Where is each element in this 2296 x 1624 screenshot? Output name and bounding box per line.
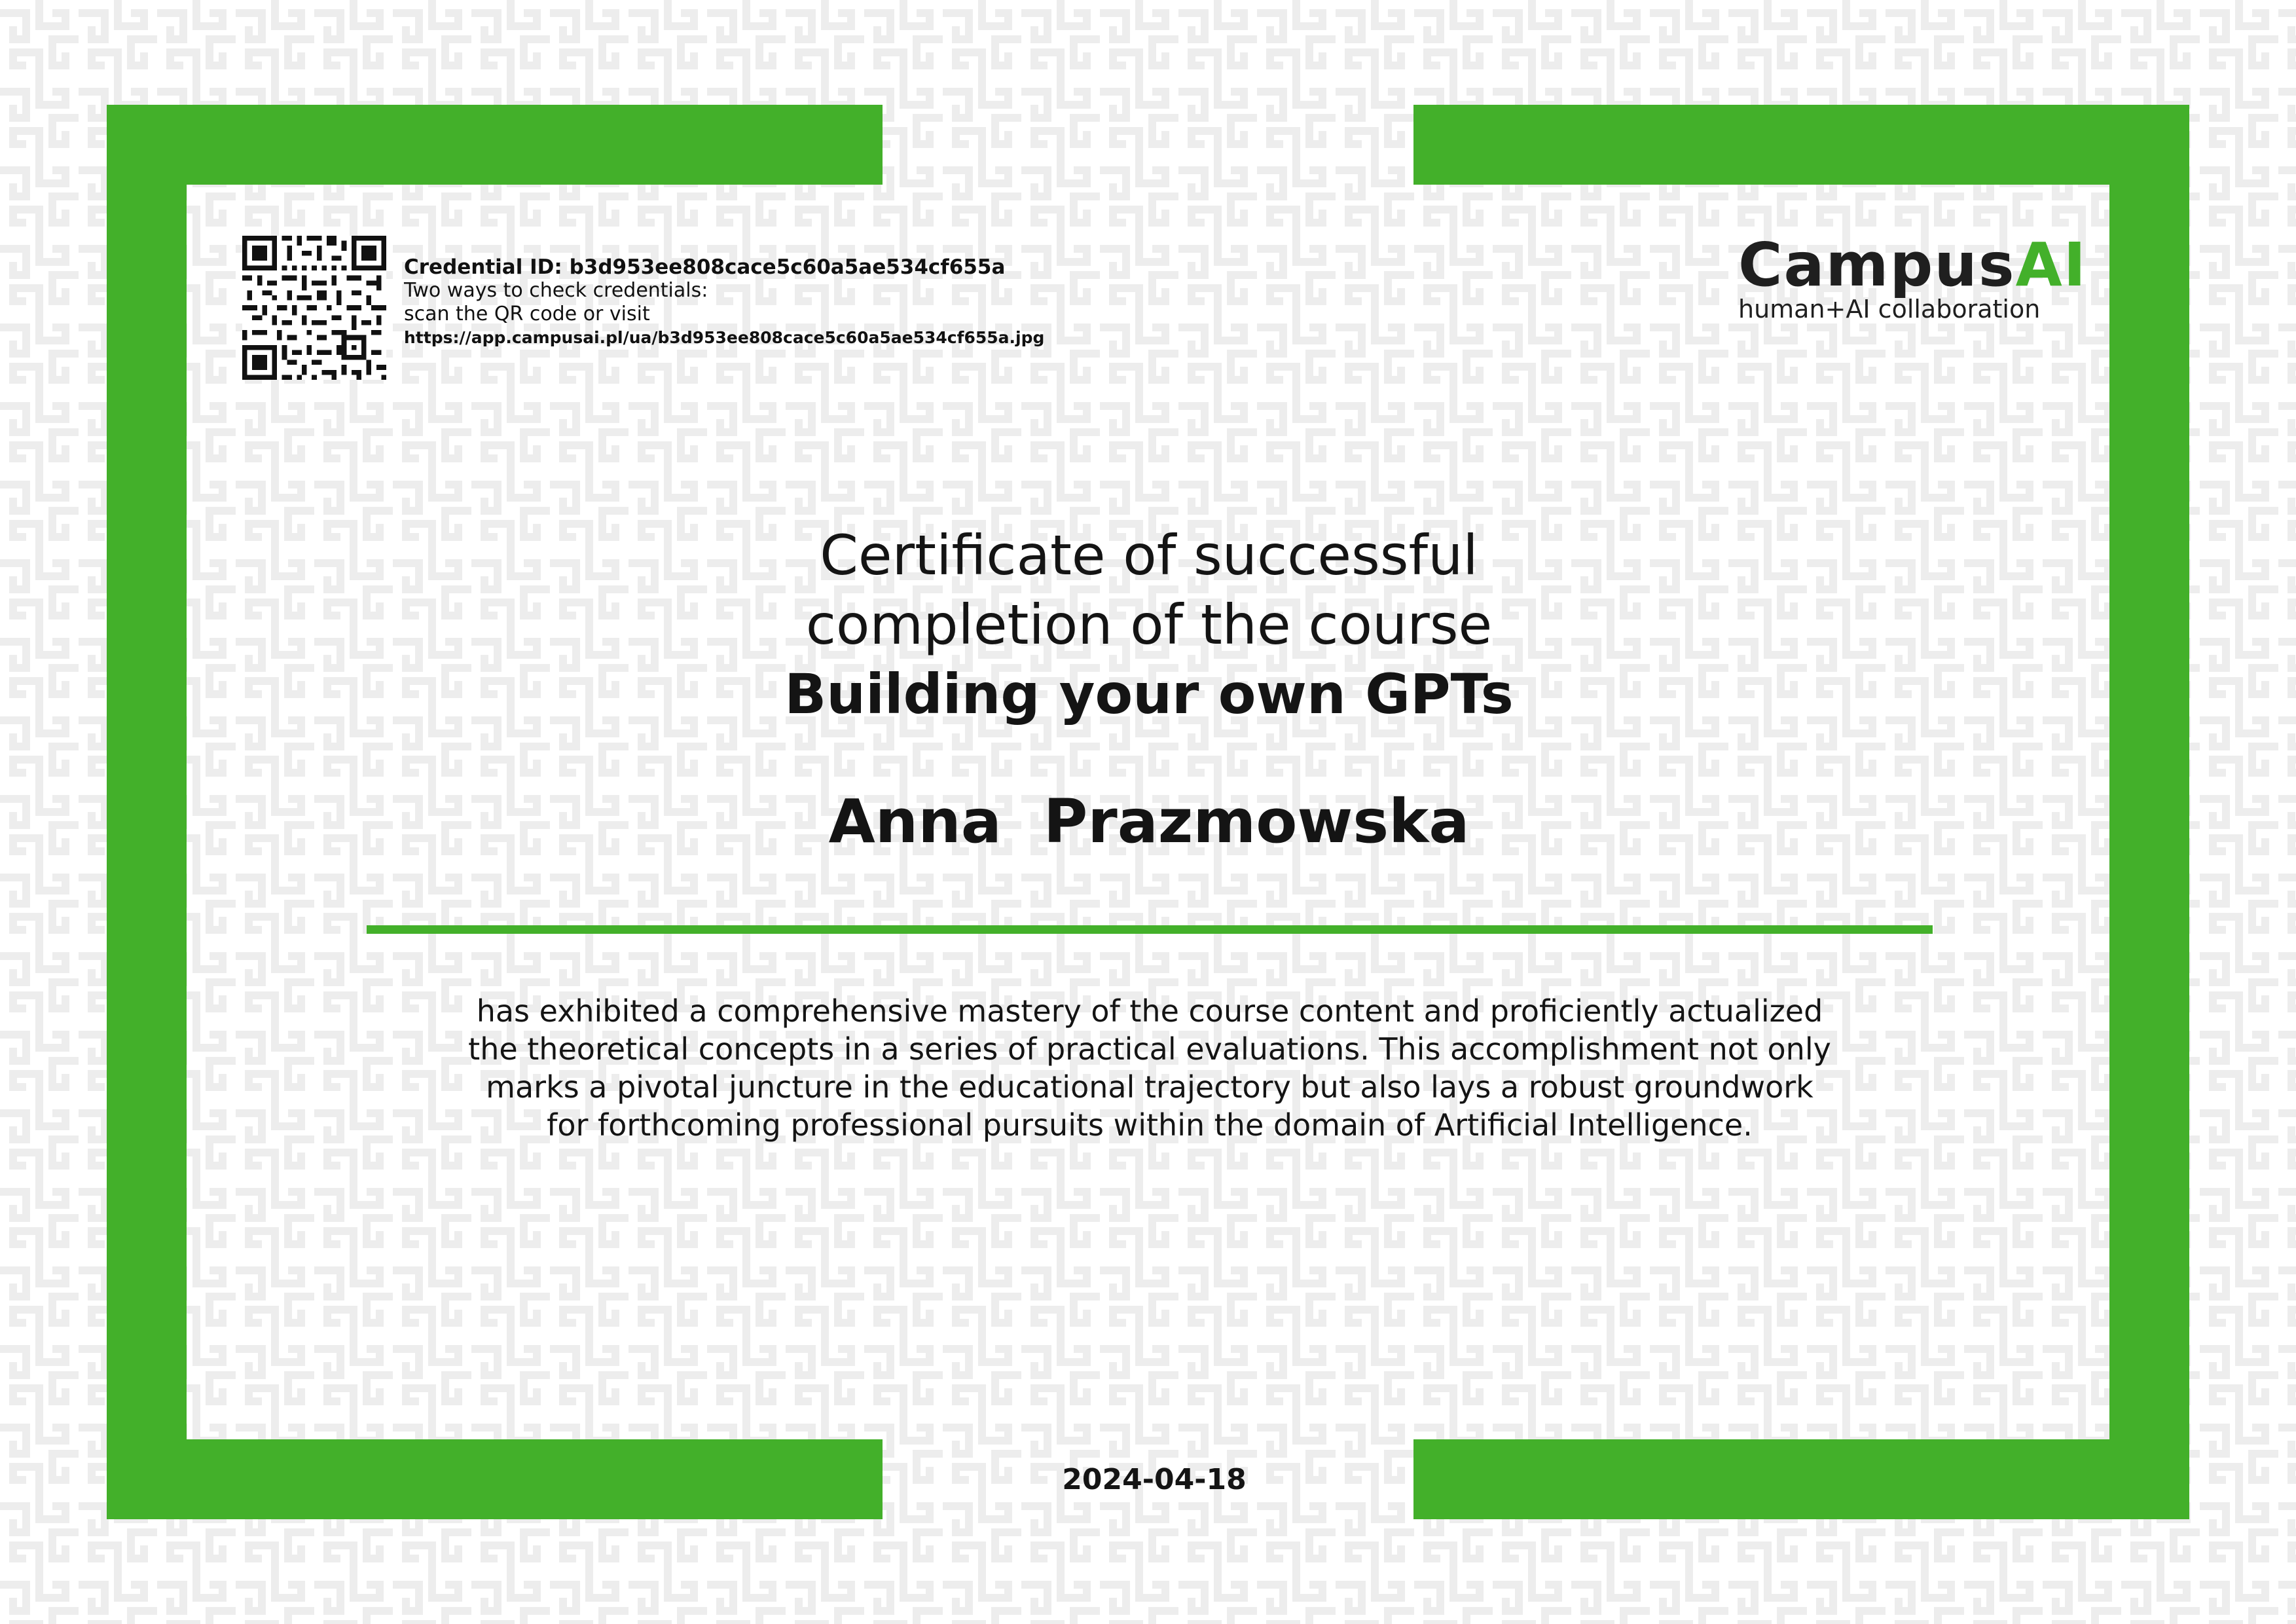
qr-code-icon[interactable] [242, 236, 386, 380]
description-line: the theoretical concepts in a series of practical evaluations. This accomplishment not only [468, 1031, 1831, 1067]
certificate-title [360, 521, 1938, 729]
logo-wordmark [1738, 230, 2088, 300]
course-name: Building your own GPTs [784, 662, 1514, 726]
logo-main-text: Campus [1738, 230, 2016, 300]
issue-date: 2024-04-18 [1062, 1463, 1247, 1496]
title-line-1: Certificate of successful [820, 523, 1478, 587]
description-line: for forthcoming professional pursuits within the domain of Artificial Intelligence. [547, 1107, 1753, 1143]
green-divider [367, 925, 1933, 934]
campusai-logo [1738, 230, 2088, 323]
frame-bottom-right [1413, 1439, 2189, 1519]
description-line: has exhibited a comprehensive mastery of the course content and proficiently actualized [476, 993, 1823, 1029]
description-line: marks a pivotal juncture in the educational trajectory but also lays a robust groundwork [486, 1069, 1813, 1105]
frame-left [107, 105, 187, 1519]
credential-block [404, 255, 1059, 350]
credential-check-line-2: scan the QR code or visit [404, 303, 650, 325]
credential-url-link[interactable]: https://app.campusai.pl/ua/b3d953ee808cace5c60a5ae534cf655a.jpg [404, 328, 1045, 347]
frame-right [2109, 105, 2189, 1519]
frame-top-left [107, 105, 883, 185]
logo-tagline: human+AI collaboration [1738, 295, 2041, 323]
frame-top-right [1413, 105, 2189, 185]
frame-bottom-left [107, 1439, 883, 1519]
title-line-2: completion of the course [805, 593, 1493, 657]
certificate-description [367, 992, 1933, 1144]
credential-id: Credential ID: b3d953ee808cace5c60a5ae534cf655a [404, 255, 1006, 279]
recipient-name: Anna Prazmowska [828, 786, 1470, 857]
logo-accent-text: AI [2015, 230, 2088, 300]
credential-check-line-1: Two ways to check credentials: [404, 279, 708, 302]
